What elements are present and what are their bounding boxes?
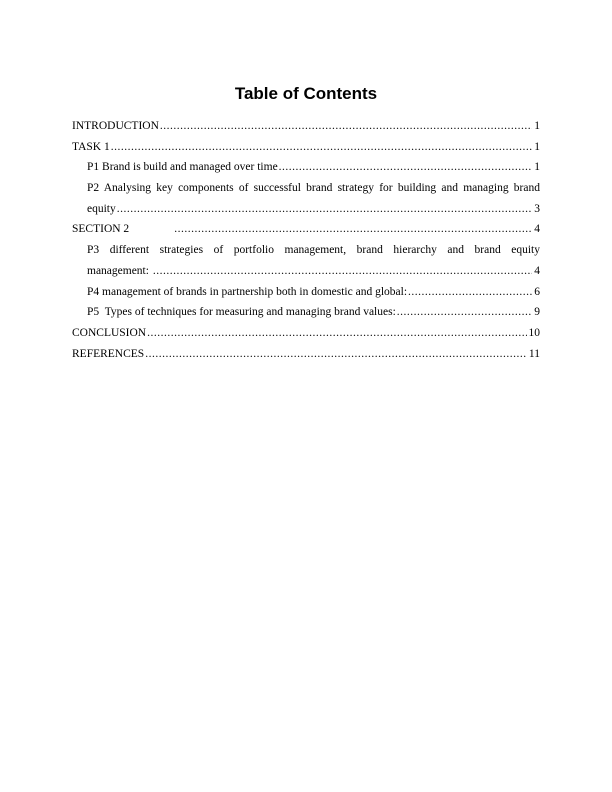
toc-page-number: 1 — [534, 161, 540, 174]
toc-entry-label: REFERENCES — [72, 347, 145, 360]
toc-page-number: 4 — [534, 264, 540, 277]
dot-leader — [145, 344, 527, 365]
toc-page-number: 3 — [534, 202, 540, 215]
dot-leader — [153, 261, 532, 282]
toc-entry-p2-continuation — [87, 199, 540, 220]
toc-entry-section2[interactable] — [72, 219, 540, 240]
toc-entry-p3[interactable] — [72, 240, 540, 281]
dot-leader — [397, 302, 532, 323]
toc-page-number: 6 — [534, 285, 540, 298]
toc-entry-p3-continuation — [87, 261, 540, 282]
dot-leader — [174, 219, 532, 240]
toc-entry-p2[interactable] — [72, 178, 540, 219]
toc-entry-p4[interactable] — [72, 282, 540, 303]
toc-entry-label: P5 Types of techniques for measuring and managing brand values: — [87, 306, 396, 319]
toc-entry-label-line1 — [87, 240, 540, 261]
toc-entry-p5[interactable] — [72, 302, 540, 323]
toc-entry-label: TASK 1 — [72, 140, 110, 153]
dot-leader — [408, 282, 532, 303]
toc-title: Table of Contents — [234, 84, 378, 103]
dot-leader — [111, 137, 533, 158]
toc-entry-references[interactable] — [72, 344, 540, 365]
toc-entry-introduction[interactable] — [72, 116, 540, 137]
toc-entry-task1[interactable] — [72, 137, 540, 158]
toc-entry-label-first-line: P2 Analysing key components of successful brand strategy for building and managing brand — [87, 182, 540, 195]
toc-page-number: 1 — [534, 140, 540, 153]
toc-page-number: 10 — [528, 326, 540, 339]
toc-page-number: 1 — [534, 120, 540, 132]
toc-entry-label: SECTION 2 — [72, 223, 130, 236]
dot-leader — [147, 323, 526, 344]
table-of-contents — [72, 116, 540, 364]
toc-entry-label: CONCLUSION — [72, 326, 147, 339]
dot-leader — [279, 157, 533, 178]
toc-entry-label: management: — [87, 264, 152, 277]
toc-entry-conclusion[interactable] — [72, 323, 540, 344]
toc-entry-label: P4 management of brands in partnership both in domestic and global: — [87, 285, 408, 298]
toc-page-number: 11 — [528, 347, 540, 360]
toc-page-number: 9 — [534, 306, 540, 319]
toc-entry-label-line1 — [87, 178, 540, 199]
toc-page-number: 4 — [534, 223, 540, 236]
toc-entry-p1[interactable] — [72, 157, 540, 178]
toc-entry-label-first-line: P3 different strategies of portfolio management, brand hierarchy and brand equity — [87, 244, 540, 257]
toc-entry-label: INTRODUCTION — [72, 120, 159, 132]
toc-entry-label: equity — [87, 202, 116, 215]
toc-entry-label: P1 Brand is build and managed over time — [87, 161, 278, 174]
dot-leader — [160, 116, 532, 137]
dot-leader — [117, 199, 533, 220]
